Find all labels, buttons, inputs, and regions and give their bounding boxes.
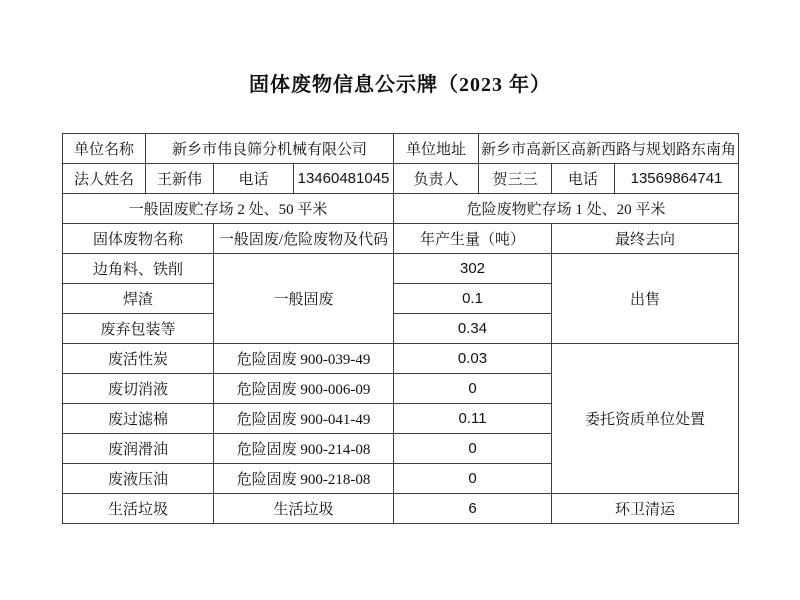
table-header-row bbox=[63, 224, 739, 254]
table-row bbox=[63, 344, 739, 374]
waste-code-cell: 危险固废 900-214-08 bbox=[214, 434, 394, 464]
waste-name-cell: 废弃包装等 bbox=[63, 314, 214, 344]
amount-cell: 0.11 bbox=[394, 404, 552, 434]
table-row bbox=[63, 164, 739, 194]
amount-cell: 0.03 bbox=[394, 344, 552, 374]
waste-code-cell: 危险固废 900-039-49 bbox=[214, 344, 394, 374]
header-waste-code: 一般固废/危险废物及代码 bbox=[214, 224, 394, 254]
phone2-value: 13569864741 bbox=[615, 164, 739, 194]
waste-code-cell: 危险固废 900-006-09 bbox=[214, 374, 394, 404]
header-waste-name: 固体废物名称 bbox=[63, 224, 214, 254]
amount-cell: 0 bbox=[394, 464, 552, 494]
amount-cell: 6 bbox=[394, 494, 552, 524]
waste-name-cell: 焊渣 bbox=[63, 284, 214, 314]
phone2-label: 电话 bbox=[552, 164, 615, 194]
amount-cell: 0 bbox=[394, 434, 552, 464]
page-title: 固体废物信息公示牌（2023 年） bbox=[249, 74, 551, 96]
table-row bbox=[63, 494, 739, 524]
amount-cell: 0.34 bbox=[394, 314, 552, 344]
destination-cell: 出售 bbox=[552, 254, 739, 344]
phone1-label: 电话 bbox=[214, 164, 294, 194]
waste-code-cell: 生活垃圾 bbox=[214, 494, 394, 524]
waste-code-cell: 危险固废 900-218-08 bbox=[214, 464, 394, 494]
waste-name-cell: 边角料、铁削 bbox=[63, 254, 214, 284]
manager-value: 贺三三 bbox=[479, 164, 552, 194]
waste-name-cell: 生活垃圾 bbox=[63, 494, 214, 524]
legal-person-value: 王新伟 bbox=[146, 164, 214, 194]
waste-name-cell: 废切消液 bbox=[63, 374, 214, 404]
waste-code-cell: 一般固废 bbox=[214, 254, 394, 344]
waste-name-cell: 废润滑油 bbox=[63, 434, 214, 464]
general-storage-summary: 一般固废贮存场 2 处、50 平米 bbox=[63, 194, 394, 224]
waste-code-cell: 危险固废 900-041-49 bbox=[214, 404, 394, 434]
waste-name-cell: 废液压油 bbox=[63, 464, 214, 494]
table-row bbox=[63, 194, 739, 224]
phone1-value: 13460481045 bbox=[294, 164, 394, 194]
legal-person-label: 法人姓名 bbox=[63, 164, 146, 194]
table-row bbox=[63, 134, 739, 164]
unit-address-value: 新乡市高新区高新西路与规划路东南角 bbox=[479, 134, 739, 164]
amount-cell: 0 bbox=[394, 374, 552, 404]
hazardous-storage-summary: 危险废物贮存场 1 处、20 平米 bbox=[394, 194, 739, 224]
unit-address-label: 单位地址 bbox=[394, 134, 479, 164]
waste-notice-table bbox=[62, 133, 739, 524]
header-annual-amount: 年产生量（吨） bbox=[394, 224, 552, 254]
amount-cell: 302 bbox=[394, 254, 552, 284]
header-destination: 最终去向 bbox=[552, 224, 739, 254]
amount-cell: 0.1 bbox=[394, 284, 552, 314]
waste-name-cell: 废过滤棉 bbox=[63, 404, 214, 434]
waste-name-cell: 废活性炭 bbox=[63, 344, 214, 374]
destination-cell: 委托资质单位处置 bbox=[552, 344, 739, 494]
destination-cell: 环卫清运 bbox=[552, 494, 739, 524]
manager-label: 负责人 bbox=[394, 164, 479, 194]
unit-name-value: 新乡市伟良筛分机械有限公司 bbox=[146, 134, 394, 164]
unit-name-label: 单位名称 bbox=[63, 134, 146, 164]
table-row bbox=[63, 254, 739, 284]
